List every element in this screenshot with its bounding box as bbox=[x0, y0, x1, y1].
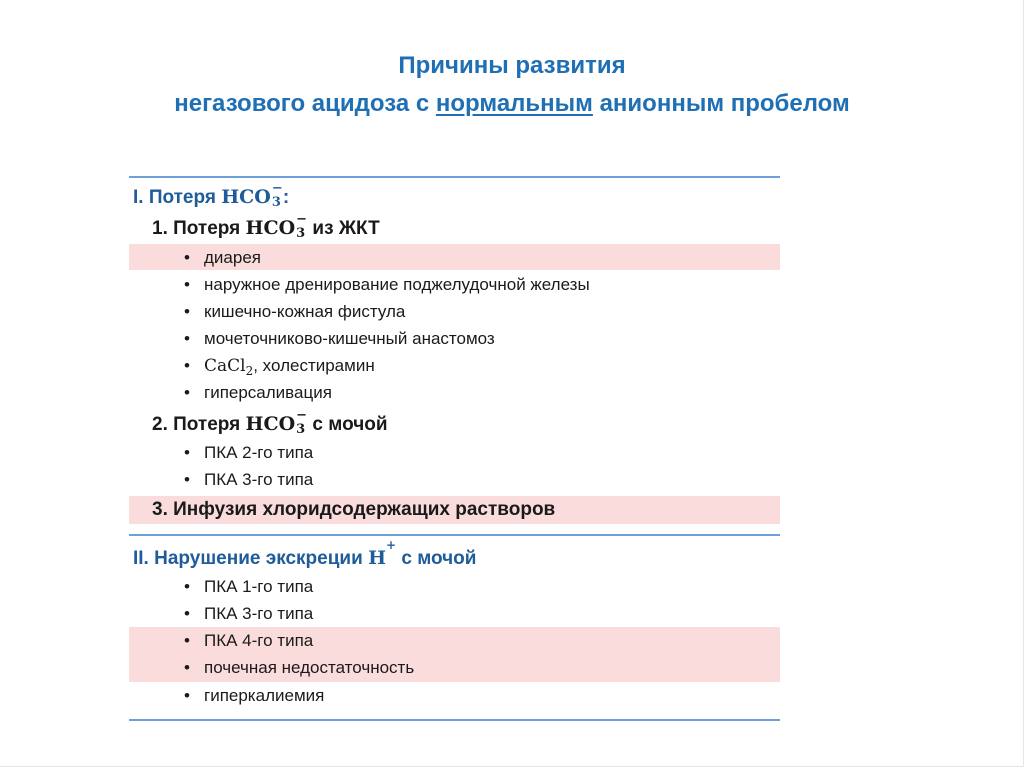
bullet-icon: • bbox=[184, 577, 190, 596]
list-item bbox=[129, 577, 780, 599]
section-2-suffix: с мочой bbox=[396, 548, 477, 569]
list-item bbox=[129, 443, 780, 465]
title-text-1: Причины развития bbox=[398, 52, 626, 79]
h-plus-formula: H+ bbox=[368, 537, 397, 569]
subheading-1 bbox=[129, 212, 780, 241]
list-item bbox=[129, 302, 780, 324]
subheading-2-label: 2. Потеря bbox=[152, 414, 246, 435]
section-2-label: II. Нарушение экскреции bbox=[133, 548, 369, 569]
bullet-icon: • bbox=[184, 443, 190, 462]
list-item bbox=[129, 383, 780, 405]
list-item-text: наружное дренирование поджелудочной железы bbox=[204, 275, 590, 294]
section-1-colon: : bbox=[282, 187, 290, 208]
bullet-icon: • bbox=[184, 275, 190, 294]
bullet-icon: • bbox=[184, 470, 190, 489]
subheading-2-suffix: с мочой bbox=[307, 414, 388, 435]
rule-top bbox=[129, 176, 780, 178]
list-item bbox=[129, 248, 780, 270]
bullet-icon: • bbox=[184, 631, 190, 650]
hco3-formula: HCO − 3 bbox=[221, 181, 283, 210]
list-item-text: почечная недостаточность bbox=[204, 658, 415, 677]
bullet-icon: • bbox=[184, 248, 190, 267]
list-item bbox=[129, 658, 780, 680]
section-1-label: I. Потеря bbox=[133, 187, 222, 208]
title-text-2a: негазового ацидоза с bbox=[174, 90, 436, 117]
list-item-text: ПКА 1-го типа bbox=[204, 577, 314, 596]
list-item-text: гиперсаливация bbox=[204, 383, 332, 402]
hco3-formula: HCO − 3 bbox=[245, 212, 308, 241]
list-item bbox=[129, 275, 780, 297]
list-item bbox=[129, 631, 780, 653]
list-item-text: гиперкалиемия bbox=[204, 686, 325, 705]
list-item-text: CaCl$_2$, холестирамин bbox=[204, 356, 375, 379]
bullet-icon: • bbox=[184, 383, 190, 402]
subheading-1-suffix: из ЖКТ bbox=[307, 218, 380, 239]
subheading-3-label: 3. Инфузия хлоридсодержащих растворов bbox=[152, 499, 556, 520]
section-2-heading bbox=[129, 537, 780, 571]
bullet-icon: • bbox=[184, 329, 190, 348]
list-item-text: ПКА 3-го типа bbox=[204, 604, 314, 623]
bullet-icon: • bbox=[184, 604, 190, 623]
list-item bbox=[129, 329, 780, 351]
list-item-text: диарея bbox=[204, 248, 261, 267]
list-item bbox=[129, 604, 780, 626]
bullet-icon: • bbox=[184, 658, 190, 677]
slide-title-line-1 bbox=[0, 52, 1024, 80]
bullet-icon: • bbox=[184, 302, 190, 321]
subheading-2 bbox=[129, 408, 780, 437]
list-item-text: ПКА 2-го типа bbox=[204, 443, 314, 462]
subheading-1-label: 1. Потеря bbox=[152, 218, 246, 239]
rule-middle bbox=[129, 534, 780, 536]
list-item bbox=[129, 356, 780, 378]
list-item bbox=[129, 686, 780, 708]
list-item-text: кишечно-кожная фистула bbox=[204, 302, 406, 321]
title-text-2b: анионным пробелом bbox=[592, 90, 850, 117]
bullet-icon: • bbox=[184, 686, 190, 705]
bullet-icon: • bbox=[184, 356, 190, 375]
rule-bottom bbox=[129, 719, 780, 721]
section-1-heading bbox=[129, 181, 780, 210]
subheading-3 bbox=[129, 499, 780, 523]
title-underlined-word: нормальным bbox=[435, 90, 593, 117]
list-item-text: мочеточниково-кишечный анастомоз bbox=[204, 329, 495, 348]
hco3-formula: HCO − 3 bbox=[245, 408, 308, 437]
list-item-text: ПКА 4-го типа bbox=[204, 631, 314, 650]
cacl2-formula: CaCl$_2$ bbox=[204, 356, 254, 379]
list-item-text: ПКА 3-го типа bbox=[204, 470, 314, 489]
list-item bbox=[129, 470, 780, 492]
slide-title-line-2 bbox=[0, 90, 1024, 118]
